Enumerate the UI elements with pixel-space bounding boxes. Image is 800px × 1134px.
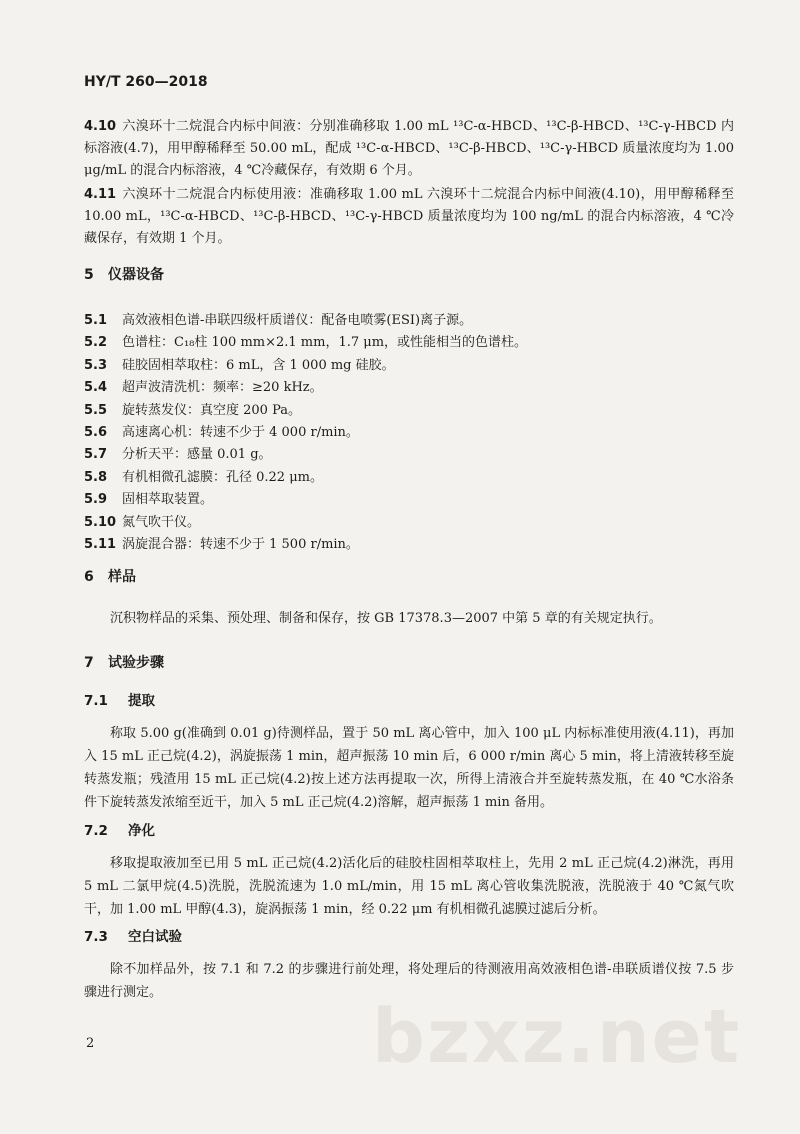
- item-number: 5.5: [84, 402, 108, 418]
- subsection-7-2-heading: [84, 820, 734, 842]
- section-5-heading: [84, 264, 734, 286]
- instrument-item: [84, 310, 734, 332]
- section-7-heading: [84, 652, 734, 674]
- section-number: 5: [84, 267, 94, 283]
- subsection-7-2-body: [84, 852, 734, 923]
- item-text: 高效液相色谱-串联四级杆质谱仪：配备电喷雾(ESI)离子源。: [122, 313, 473, 328]
- clause-text: 六溴环十二烷混合内标使用液：准确移取 1.00 mL 六溴环十二烷混合内标中间液(4.10)，用甲醇稀释至 10.00 mL，¹³C-α-HBCD、¹³C-β-HBCD、¹³C-γ-HBCD 质量浓度均为 100 ng/mL 的混合内标溶液，4 ℃冷藏保存，有效期 1 个月。: [84, 187, 734, 246]
- instrument-item: [84, 489, 734, 511]
- section-6-heading: [84, 566, 734, 588]
- instrument-item: [84, 400, 734, 422]
- subsection-7-3-heading: [84, 926, 734, 948]
- subsection-7-1-text: 称取 5.00 g(准确到 0.01 g)待测样品，置于 50 mL 离心管中，加入 100 μL 内标标准使用液(4.11)，再加入 15 mL 正己烷(4.2)，涡旋振荡 1 min，超声振荡 10 min 后，6 000 r/min 离心 5 min，将上清液转移至旋转蒸发瓶；残渣用 15 mL 正己烷(4.2)按上述方法再提取一次，所得上清液合并至旋转蒸发瓶，在 40 ℃水浴条件下旋转蒸发浓缩至近干，加入 5 mL 正己烷(4.2)溶解，超声振荡 1 min 备用。: [84, 726, 734, 810]
- item-number: 5.4: [84, 380, 108, 396]
- item-text: 分析天平：感量 0.01 g。: [122, 447, 272, 463]
- item-text: 固相萃取装置。: [122, 492, 214, 508]
- standard-code-header: HY/T 260—2018: [84, 74, 208, 90]
- section-6-body: [84, 608, 734, 632]
- instrument-item: [84, 512, 734, 534]
- subsection-title: 净化: [128, 823, 155, 839]
- item-number: 5.6: [84, 425, 108, 441]
- subsection-7-3-text: 除不加样品外，按 7.1 和 7.2 的步骤进行前处理，将处理后的待测液用高效液相色谱-串联质谱仪按 7.5 步骤进行测定。: [84, 962, 734, 1000]
- subsection-7-2-text: 移取提取液加至已用 5 mL 正己烷(4.2)活化后的硅胶柱固相萃取柱上，先用 2 mL 正己烷(4.2)淋洗，再用 5 mL 二氯甲烷(4.5)洗脱，洗脱流速为 1.0 mL/min，用 15 mL 离心管收集洗脱液，洗脱液于 40 ℃氮气吹干，加 1.00 mL 甲醇(4.3)，旋涡振荡 1 min，经 0.22 μm 有机相微孔滤膜过滤后分析。: [84, 856, 734, 917]
- item-text: 色谱柱：C₁₈柱 100 mm×2.1 mm，1.7 μm，或性能相当的色谱柱。: [122, 335, 528, 351]
- item-number: 5.1: [84, 313, 108, 328]
- item-text: 高速离心机：转速不少于 4 000 r/min。: [122, 425, 359, 441]
- subsection-title: 提取: [128, 693, 155, 709]
- subsection-number: 7.2: [84, 823, 108, 839]
- instrument-item: [84, 444, 734, 466]
- item-text: 超声波清洗机：频率：≥20 kHz。: [122, 380, 323, 396]
- section-5-list: [84, 310, 734, 556]
- item-number: 5.8: [84, 469, 108, 485]
- section-number: 7: [84, 655, 94, 671]
- subsection-number: 7.1: [84, 693, 108, 709]
- clause-text: 六溴环十二烷混合内标中间液：分别准确移取 1.00 mL ¹³C-α-HBCD、¹³C-β-HBCD、¹³C-γ-HBCD 内标溶液(4.7)，用甲醇稀释至 50.00 mL，配成 ¹³C-α-HBCD、¹³C-β-HBCD、¹³C-γ-HBCD 质量浓度均为 1.00 μg/mL 的混合内标溶液，4 ℃冷藏保存，有效期 6 个月。: [84, 119, 734, 178]
- item-number: 5.3: [84, 357, 108, 373]
- section-title: 试验步骤: [108, 655, 164, 671]
- subsection-7-1-body: [84, 722, 734, 816]
- item-number: 5.7: [84, 447, 108, 463]
- instrument-item: [84, 377, 734, 399]
- instrument-item: [84, 355, 734, 377]
- site-watermark: bzxz.net: [372, 994, 742, 1080]
- subsection-7-1-heading: [84, 690, 734, 712]
- item-number: 5.9: [84, 492, 108, 508]
- instrument-item: [84, 422, 734, 444]
- item-number: 5.11: [84, 537, 117, 553]
- item-number: 5.10: [84, 514, 117, 530]
- clause-number: 4.10: [84, 119, 117, 134]
- instrument-item: [84, 534, 734, 556]
- section-title: 仪器设备: [108, 267, 164, 283]
- section-number: 6: [84, 569, 94, 585]
- item-text: 硅胶固相萃取柱：6 mL，含 1 000 mg 硅胶。: [122, 357, 395, 373]
- instrument-item: [84, 467, 734, 489]
- item-text: 旋转蒸发仪：真空度 200 Pa。: [122, 402, 301, 418]
- item-text: 涡旋混合器：转速不少于 1 500 r/min。: [122, 537, 359, 553]
- item-text: 有机相微孔滤膜：孔径 0.22 μm。: [122, 469, 323, 485]
- clause-4-10: [84, 116, 734, 182]
- clause-4-11: [84, 184, 734, 250]
- section-title: 样品: [108, 569, 136, 585]
- subsection-title: 空白试验: [128, 929, 182, 945]
- subsection-number: 7.3: [84, 929, 108, 945]
- section-6-text: 沉积物样品的采集、预处理、制备和保存，按 GB 17378.3—2007 中第 5 章的有关规定执行。: [110, 611, 662, 626]
- page-number: 2: [86, 1036, 95, 1051]
- section-4-tail: [84, 116, 734, 252]
- item-text: 氮气吹干仪。: [122, 514, 201, 530]
- instrument-item: [84, 332, 734, 354]
- item-number: 5.2: [84, 335, 108, 351]
- clause-number: 4.11: [84, 187, 117, 202]
